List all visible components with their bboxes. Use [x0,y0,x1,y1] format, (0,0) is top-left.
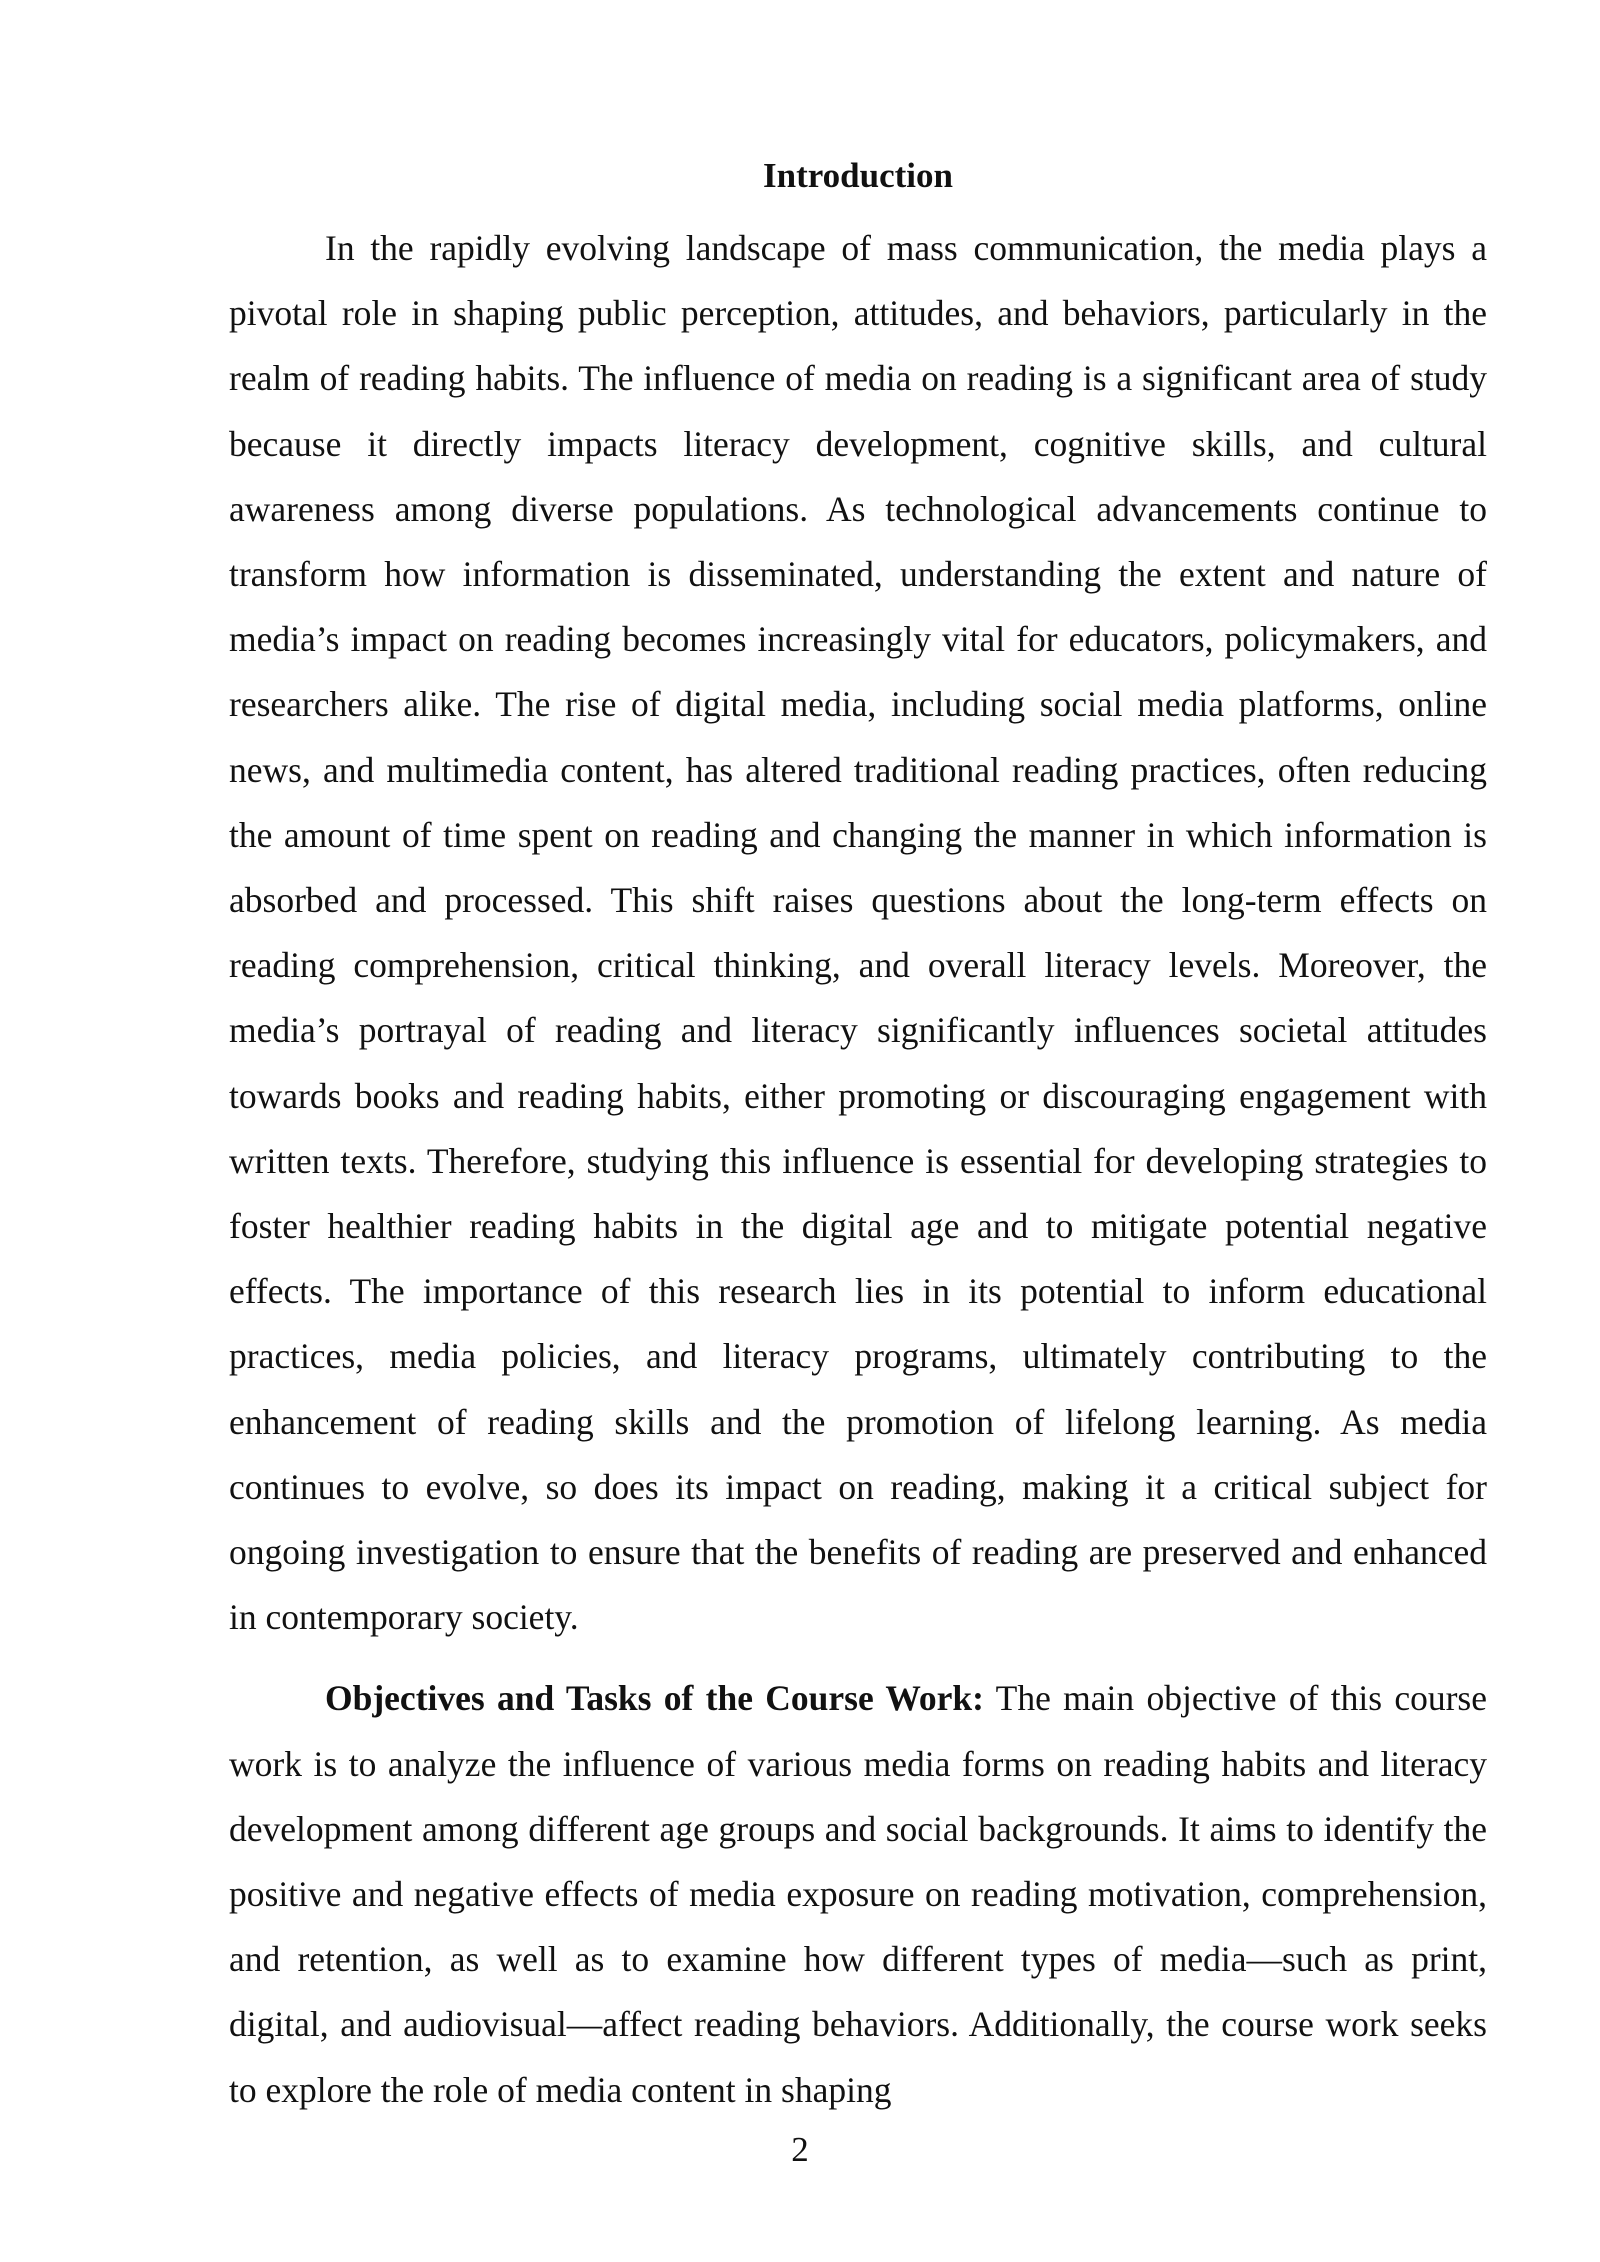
objectives-paragraph [229,1666,1487,2122]
paragraph-lead: Objectives and Tasks of the Course Work: [325,1678,984,1719]
paragraph-text: The main objective of this course work is to analyze the influence of various media forms on reading habits and literacy development among different age groups and social backgrounds. It aims to identify the positive and negative effects of media exposure on reading motivation, comprehension, and retention, as well as to examine how different types of media—such as print, digital, and audiovisual—affect reading behaviors. Additionally, the course work seeks to explore the role of media content in shaping [229,1678,1487,2110]
introduction-paragraph [229,216,1487,1650]
section-heading: Introduction [763,156,953,195]
page-content [229,150,1487,2123]
paragraph-text: In the rapidly evolving landscape of mass communication, the media plays a pivotal role in shaping public perception, attitudes, and behaviors, particularly in the realm of reading habits. The influence of media on reading is a significant area of study because it directly impacts literacy development, cognitive skills, and cultural awareness among diverse populations. As technological advancements continue to transform how information is disseminated, understanding the extent and nature of media’s impact on reading becomes increasingly vital for educators, policymakers, and researchers alike. The rise of digital media, including social media platforms, online news, and multimedia content, has altered traditional reading practices, often reducing the amount of time spent on reading and changing the manner in which information is absorbed and processed. This shift raises questions about the long-term effects on reading comprehension, critical thinking, and overall literacy levels. Moreover, the media’s portrayal of reading and literacy significantly influences societal attitudes towards books and reading habits, either promoting or discouraging engagement with written texts. Therefore, studying this influence is essential for developing strategies to foster healthier reading habits in the digital age and to mitigate potential negative effects. The importance of this research lies in its potential to inform educational practices, media policies, and literacy programs, ultimately contributing to the enhancement of reading skills and the promotion of lifelong learning. As media continues to evolve, so does its impact on reading, making it a critical subject for ongoing investigation to ensure that the benefits of reading are preserved and enhanced in contemporary society. [229,228,1487,1638]
page-number: 2 [791,2130,809,2169]
